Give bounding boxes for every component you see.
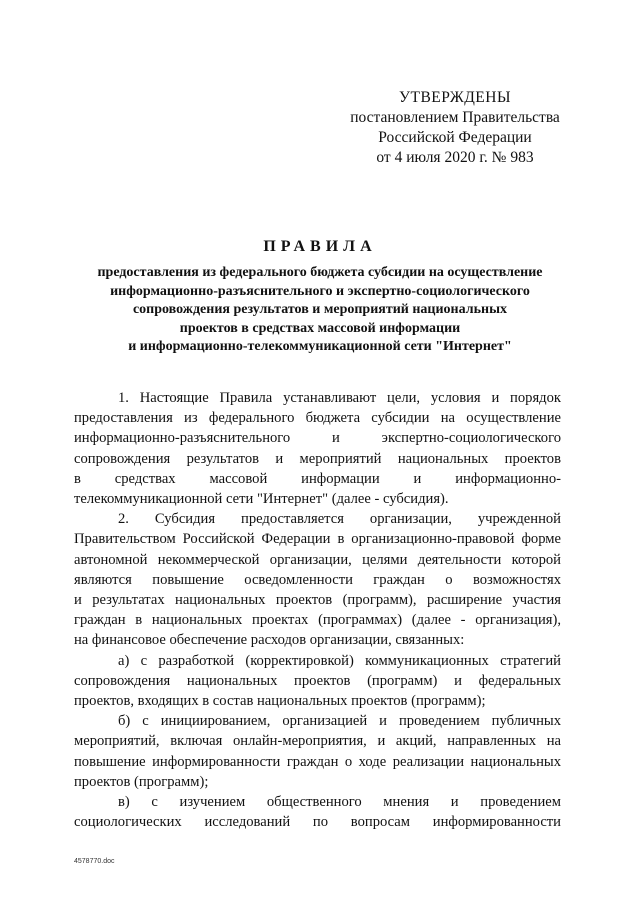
file-name-footer: 4578770.doc [74,858,115,865]
subtitle-line: и информационно-телекоммуникационной сети "Интернет" [128,339,512,354]
subtitle-line: информационно-разъяснительного и экспертно-социологического [110,283,530,299]
text-line: в средствах массовой информации и информационно- [74,470,561,487]
text-line: и результатах национальных проектов (программ), расширение участия [74,592,561,609]
paragraph-1 [74,388,561,509]
approval-government-line: Российской Федерации [378,129,532,146]
text-line: сопровождения результатов и мероприятий национальных проектов [74,450,561,467]
text-line: социологических исследований по вопросам информированности [74,814,561,831]
text-line: сопровождения национальных проектов (программ) и федеральных [74,672,561,689]
text-line: а) с разработкой (корректировкой) коммуникационных стратегий [118,652,561,669]
approval-block [340,88,570,168]
text-line: предоставления из федерального бюджета субсидии на осуществление [74,410,561,427]
text-line: б) с инициированием, организацией и проведением публичных [118,713,561,730]
subtitle-line: проектов в средствах массовой информации [179,320,461,336]
text-line: проектов, входящих в состав национальных проектов (программ); [74,693,486,710]
text-line: автономной некоммерческой организации, целями деятельности которой [74,551,561,568]
text-line: Правительством Российской Федерации в организационно-правовой форме [74,531,561,548]
approval-heading: УТВЕРЖДЕНЫ [399,89,511,106]
text-line: телекоммуникационной сети "Интернет" (далее - субсидия). [74,491,449,508]
text-line: информационно-разъяснительного и экспертно-социологического [74,430,561,447]
document-body [74,388,561,832]
paragraph-2 [74,509,561,650]
approval-decree-line: постановлением Правительства [350,109,560,126]
text-line: являются повышение осведомленности граждан о возможностях [74,571,561,588]
text-line: в) с изучением общественного мнения и проведением [118,794,561,811]
text-line: 1. Настоящие Правила устанавливают цели, условия и порядок [118,390,561,406]
approval-date-number-line: от 4 июля 2020 г. № 983 [376,149,534,166]
text-line: мероприятий, включая онлайн-мероприятия, и акций, направленных на [74,733,561,750]
text-line: повышение информированности граждан о ходе реализации национальных [74,753,561,770]
text-line: проектов (программ); [74,773,209,790]
text-line: 2. Субсидия предоставляется организации, учрежденной [118,511,561,528]
text-line: на финансовое обеспечение расходов организации, связанных: [74,632,465,649]
subparagraph-b [74,711,561,792]
text-line: граждан в национальных проектах (программах) (далее - организация), [74,612,561,629]
subtitle-line: предоставления из федерального бюджета субсидии на осуществление [97,265,543,280]
document-subtitle [70,264,570,357]
document-title: ПРАВИЛА [263,238,377,255]
subparagraph-v [74,792,561,832]
subparagraph-a [74,651,561,712]
subtitle-line: сопровождения результатов и мероприятий национальных [132,302,508,317]
